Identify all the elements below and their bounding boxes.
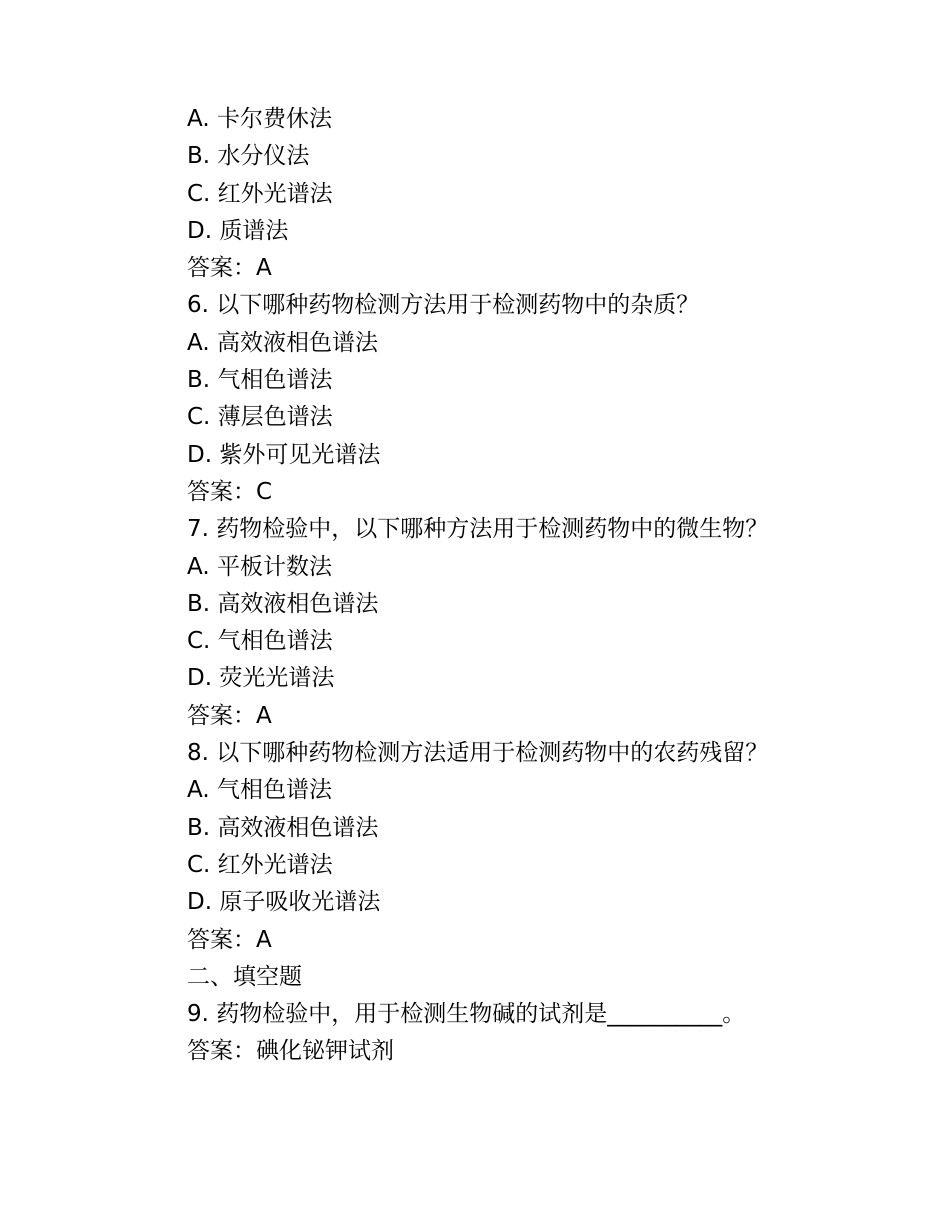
option-a: A. 气相色谱法 [187, 777, 332, 804]
option-a: A. 高效液相色谱法 [187, 329, 378, 356]
option-a: A. 卡尔费休法 [187, 106, 332, 132]
option-d: D. 荧光光谱法 [187, 665, 335, 692]
question-6: 6. 以下哪种药物检测方法用于检测药物中的杂质？ [187, 292, 700, 319]
question-8: 8. 以下哪种药物检测方法适用于检测药物中的农药残留？ [187, 740, 769, 767]
option-b: B. 高效液相色谱法 [187, 814, 379, 841]
option-b: B. 高效液相色谱法 [187, 590, 379, 617]
option-b: B. 气相色谱法 [187, 367, 333, 394]
answer-line: 答案：碘化铋钾试剂 [187, 1038, 394, 1065]
option-d: D. 紫外可见光谱法 [187, 441, 381, 468]
section-heading: 二、填空题 [187, 963, 302, 990]
document-body [187, 101, 887, 1071]
option-a: A. 平板计数法 [187, 553, 332, 580]
option-c: C. 气相色谱法 [187, 628, 333, 655]
option-b: B. 水分仪法 [187, 143, 310, 170]
question-7: 7. 药物检验中，以下哪种方法用于检测药物中的微生物？ [187, 516, 769, 543]
question-9: 9. 药物检验中，用于检测生物碱的试剂是__________。 [187, 1001, 746, 1028]
answer-line: 答案：C [187, 478, 273, 505]
answer-line: 答案：A [187, 926, 272, 953]
option-c: C. 薄层色谱法 [187, 404, 333, 431]
answer-line: 答案：A [187, 702, 272, 729]
option-c: C. 红外光谱法 [187, 851, 333, 878]
answer-line: 答案：A [187, 255, 272, 282]
option-d: D. 原子吸收光谱法 [187, 889, 381, 916]
option-c: C. 红外光谱法 [187, 180, 333, 207]
option-d: D. 质谱法 [187, 217, 289, 244]
